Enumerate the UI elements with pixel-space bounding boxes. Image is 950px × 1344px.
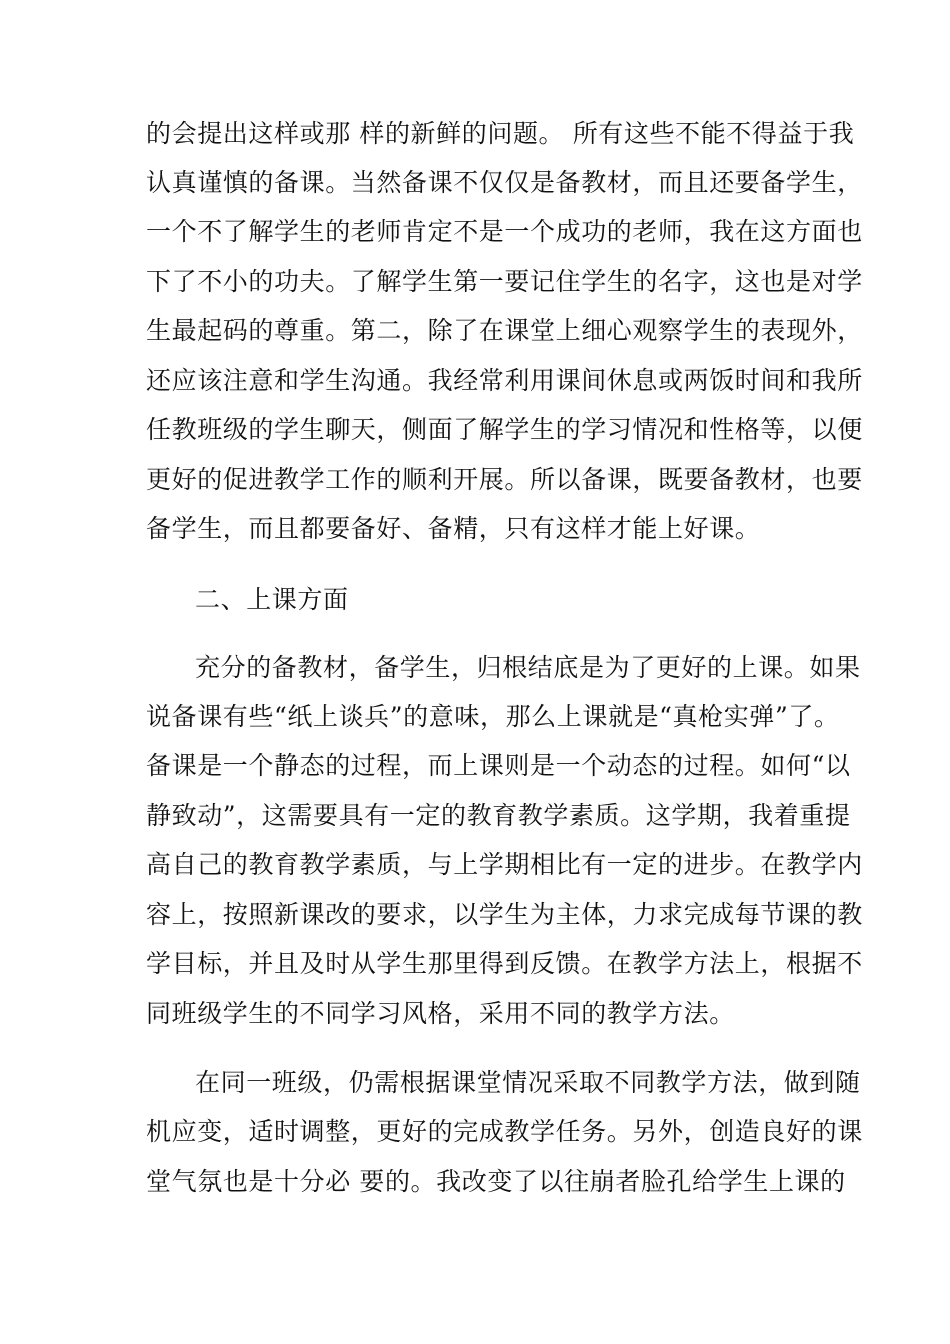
paragraph-line: 高自己的教育教学素质，与上学期相比有一定的进步。在教学内 [146, 850, 863, 879]
paragraph-line: 说备课有些“纸上谈兵”的意味，那么上课就是“真枪实弹”了。 [146, 702, 840, 731]
paragraph-line: 同班级学生的不同学习风格，采用不同的教学方法。 [146, 999, 735, 1028]
paragraph-line: 学目标，并且及时从学生那里得到反馈。在教学方法上，根据不 [146, 949, 863, 978]
paragraph-line: 在同一班级，仍需根据课堂情况采取不同教学方法，做到随 [195, 1068, 861, 1097]
paragraph-line: 备学生，而且都要备好、备精，只有这样才能上好课。 [146, 514, 761, 543]
paragraph-line: 下了不小的功夫。了解学生第一要记住学生的名字，这也是对学 [146, 267, 863, 296]
paragraph-line: 的会提出这样或那 样的新鲜的问题。 所有这些不能不得益于我 [146, 119, 855, 148]
paragraph-line: 备课是一个静态的过程，而上课则是一个动态的过程。如何“以 [146, 751, 851, 780]
section-heading: 二、上课方面 [195, 585, 349, 614]
paragraph-line: 静致动”，这需要具有一定的教育教学素质。这学期，我着重提 [146, 801, 851, 830]
paragraph-line: 任教班级的学生聊天，侧面了解学生的学习情况和性格等，以便 [146, 415, 863, 444]
paragraph-line: 充分的备教材，备学生，归根结底是为了更好的上课。如果 [195, 653, 861, 682]
paragraph-line: 生最起码的尊重。第二，除了在课堂上细心观察学生的表现外， [146, 316, 863, 345]
paragraph-line: 一个不了解学生的老师肯定不是一个成功的老师，我在这方面也 [146, 217, 863, 246]
paragraph-line: 认真谨慎的备课。当然备课不仅仅是备教材，而且还要备学生， [146, 168, 863, 197]
paragraph-line: 更好的促进教学工作的顺利开展。所以备课，既要备教材，也要 [146, 465, 863, 494]
paragraph-line: 容上，按照新课改的要求，以学生为主体，力求完成每节课的教 [146, 900, 863, 929]
paragraph-line: 机应变，适时调整，更好的完成教学任务。另外，创造良好的课 [146, 1117, 863, 1146]
paragraph-line: 堂气氛也是十分必 要的。我改变了以往崩者脸孔给学生上课的 [146, 1167, 846, 1196]
paragraph-line: 还应该注意和学生沟通。我经常利用课间休息或两饭时间和我所 [146, 366, 863, 395]
